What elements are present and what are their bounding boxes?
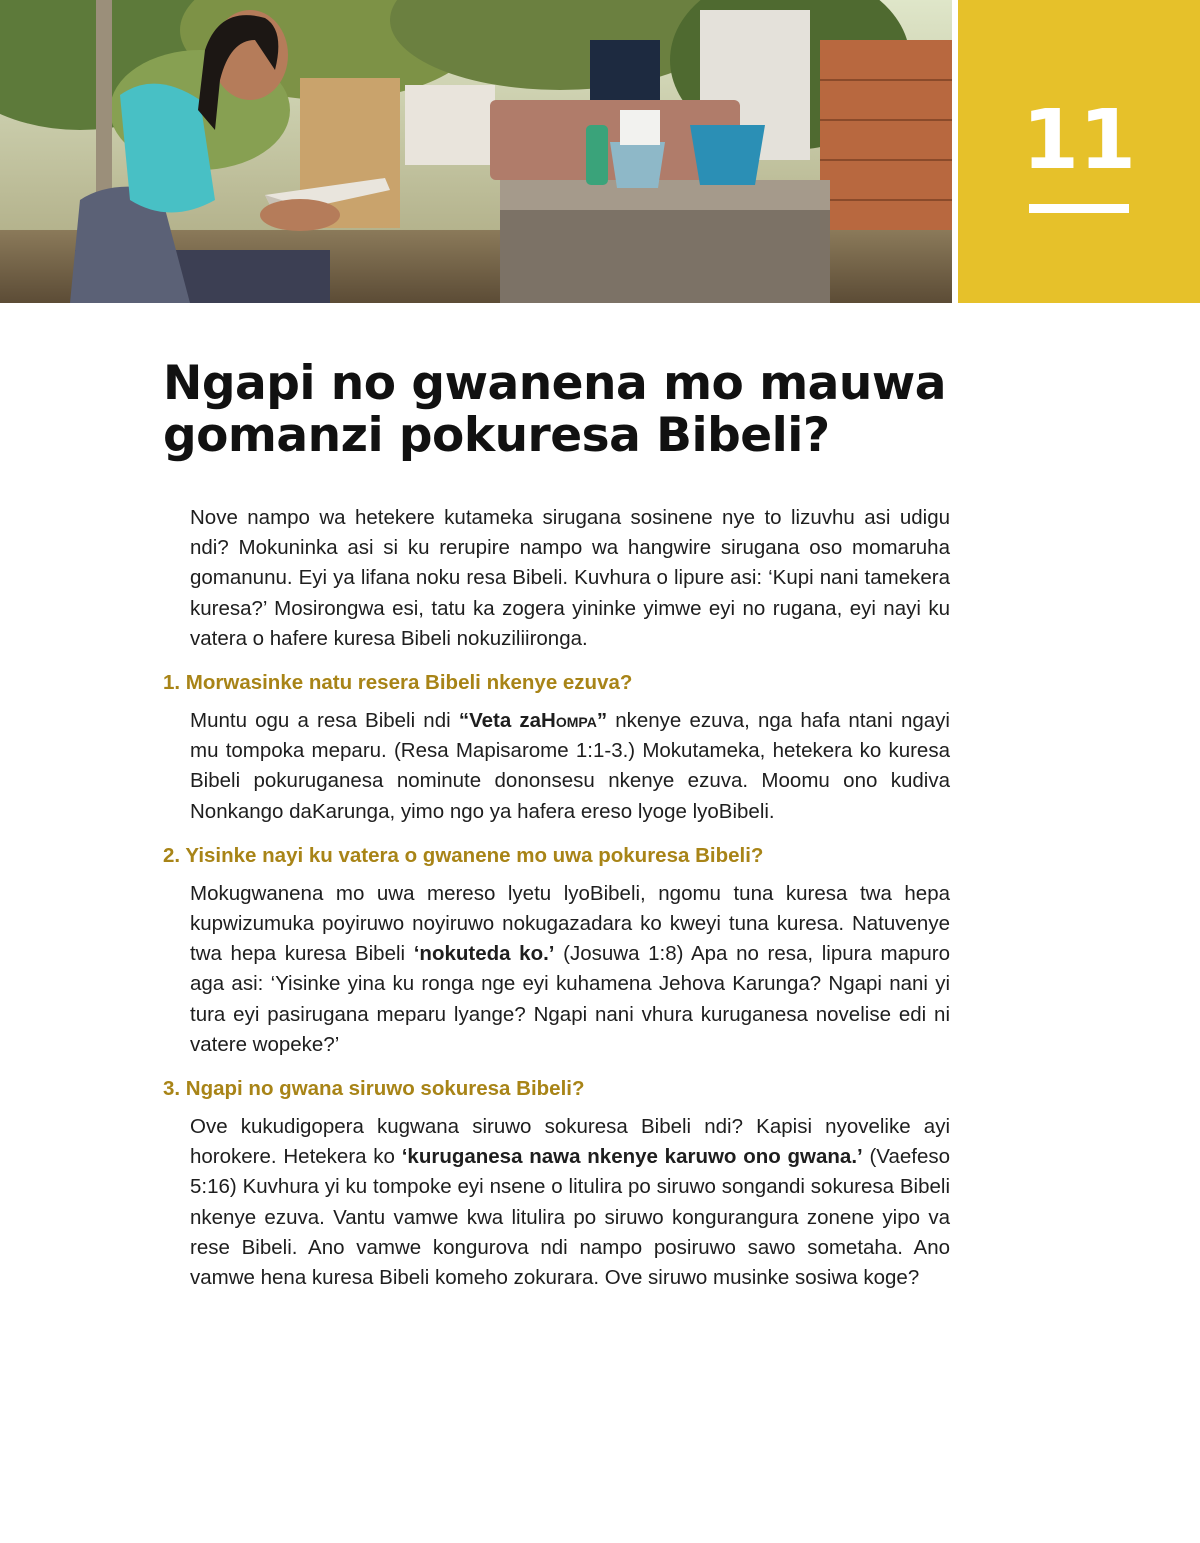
hero-photo	[0, 0, 952, 303]
page-title: Ngapi no gwanena mo mauwa gomanzi pokuresa Bibeli?	[163, 356, 946, 463]
answer-1: Muntu ogu a resa Bibeli ndi “Veta zaHompa” nkenye ezuva, nga hafa ntani ngayi mu tompoka meparu. (Resa Mapisarome 1:1-3.) Mokutameka, hetekera ko kuresa Bibeli pokuruganesa nominute dononsesu nkenye ezuva. Moomu ono kudiva Nonkango daKarunga, yimo ngo ya hafera ereso lyoge lyoBibeli.	[190, 709, 950, 823]
lesson-number: 11	[1021, 93, 1137, 188]
answer-3: Ove kukudigopera kugwana siruwo sokuresa Bibeli ndi? Kapisi nyovelike ayi horokere. Hetekera ko ‘kuruganesa nawa nkenye karuwo ono gwana.’ (Vaefeso 5:16) Kuvhura yi ku tompoke eyi nsene o litulira po siruwo songandi sokuresa Bibeli nkenye ezuva. Vantu vamwe kwa litulira po siruwo kongurangura zonene yipo va rese Bibeli. Ano vamwe kongurova ndi nampo posiruwo sawo sometaha. Ano vamwe hena kuresa Bibeli komeho zokurara. Ove siruwo musinke sosiwa koge?	[190, 1115, 951, 1290]
lesson-number-box	[958, 0, 1200, 303]
question-2: 2. Yisinke nayi ku vatera o gwanene mo uwa pokuresa Bibeli?	[163, 843, 764, 867]
answer-2: Mokugwanena mo uwa mereso lyetu lyoBibeli, ngomu tuna kuresa twa hepa kupwizumuka poyiruwo noyiruwo nokugazadara ko kweyi tuna kuresa. Natuvenye twa hepa kuresa Bibeli ‘nokuteda ko.’ (Josuwa 1:8) Apa no resa, lipura mapuro aga asi: ‘Yisinke yina ku ronga nge eyi kuhamena Jehova Karunga? Ngapi nani yi tura eyi pasirugana meparu lyange? Ngapi nani vhura kuruganesa novelise edi ni vatere wopeke?’	[190, 881, 951, 1056]
lesson-number-underline	[1029, 204, 1129, 213]
question-1: 1. Morwasinke natu resera Bibeli nkenye ezuva?	[163, 671, 633, 695]
woman-reading-bible-illustration	[0, 0, 952, 303]
lesson-content	[163, 503, 950, 1293]
question-3: 3. Ngapi no gwana siruwo sokuresa Bibeli?	[163, 1077, 585, 1101]
intro-paragraph: Nove nampo wa hetekere kutameka sirugana sosinene nye to lizuvhu asi udigu ndi? Mokuninka asi si ku rerupire nampo wa hangwire sirugana oso momaruha gomanunu. Eyi ya lifana noku resa Bibeli. Kuvhura o lipure asi: ‘Kupi nani tamekera kuresa?’ Mosirongwa esi, tatu ka zogera yininke yimwe eyi no rugana, eyi nayi ku vatera o hafere kuresa Bibeli nokuziliironga.	[190, 506, 950, 650]
